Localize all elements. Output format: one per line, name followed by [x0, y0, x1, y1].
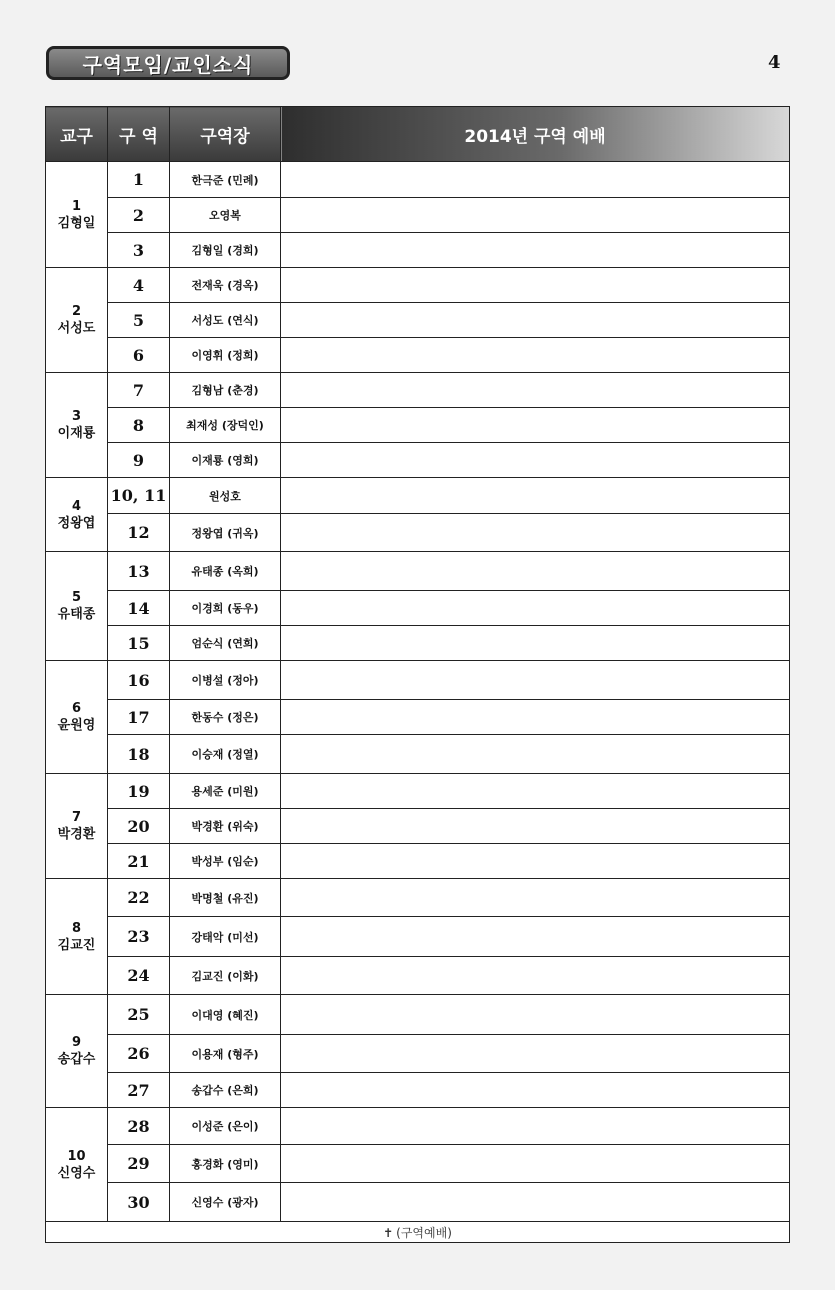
parish-cell — [46, 995, 108, 1108]
district-leader: 이경희 (동우) — [170, 591, 281, 626]
table-row — [46, 700, 790, 735]
worship-note-cell[interactable] — [281, 591, 790, 626]
worship-note-cell[interactable] — [281, 162, 790, 198]
parish-pastor-name: 이재룡 — [57, 426, 96, 441]
parish-number: 7 — [71, 810, 82, 825]
parish-number: 8 — [71, 920, 82, 936]
parish-pastor-name: 송갑수 — [57, 1052, 96, 1067]
table-row — [46, 514, 790, 552]
table-row — [46, 844, 790, 879]
parish-pastor-name: 서성도 — [57, 321, 96, 336]
district-leader: 박경환 (위숙) — [170, 809, 281, 844]
table-row — [46, 1108, 790, 1145]
parish-cell — [46, 552, 108, 661]
cross-icon: ✝ — [383, 1225, 394, 1240]
parish-number: 5 — [71, 590, 82, 605]
table-row — [46, 626, 790, 661]
table-footer-row — [46, 1222, 790, 1243]
district-leader: 송갑수 (은희) — [170, 1073, 281, 1108]
worship-note-cell[interactable] — [281, 303, 790, 338]
district-leader: 엄순식 (연희) — [170, 626, 281, 661]
table-row — [46, 408, 790, 443]
parish-number: 2 — [71, 304, 82, 319]
district-number: 16 — [108, 661, 170, 700]
district-leader: 서성도 (연식) — [170, 303, 281, 338]
parish-pastor-name: 정왕엽 — [57, 515, 96, 531]
worship-note-cell[interactable] — [281, 735, 790, 774]
parish-pastor-name: 김교진 — [57, 937, 96, 953]
worship-note-cell[interactable] — [281, 1035, 790, 1073]
district-leader: 오영복 — [170, 198, 281, 233]
parish-pastor-name: 김형일 — [57, 215, 96, 231]
district-number: 8 — [108, 408, 170, 443]
parish-number: 6 — [71, 701, 82, 716]
district-number: 27 — [108, 1073, 170, 1108]
table-row — [46, 233, 790, 268]
parish-number: 4 — [71, 498, 82, 514]
parish-pastor-name: 윤원영 — [57, 718, 96, 733]
worship-note-cell[interactable] — [281, 478, 790, 514]
table-header-row — [46, 107, 790, 162]
header-district: 구 역 — [108, 107, 170, 162]
district-leader: 이승재 (정열) — [170, 735, 281, 774]
district-number: 25 — [108, 995, 170, 1035]
table-row — [46, 1035, 790, 1073]
district-number: 15 — [108, 626, 170, 661]
parish-cell — [46, 774, 108, 879]
district-number: 4 — [108, 268, 170, 303]
worship-note-cell[interactable] — [281, 661, 790, 700]
parish-cell — [46, 162, 108, 268]
table-row — [46, 917, 790, 957]
district-number: 23 — [108, 917, 170, 957]
parish-cell — [46, 268, 108, 373]
district-leader: 김교진 (이화) — [170, 957, 281, 995]
worship-note-cell[interactable] — [281, 1183, 790, 1222]
table-row — [46, 735, 790, 774]
worship-note-cell[interactable] — [281, 198, 790, 233]
district-leader: 최재성 (장덕인) — [170, 408, 281, 443]
worship-note-cell[interactable] — [281, 443, 790, 478]
table-row — [46, 443, 790, 478]
worship-note-cell[interactable] — [281, 373, 790, 408]
table-row — [46, 198, 790, 233]
district-number: 5 — [108, 303, 170, 338]
district-number: 26 — [108, 1035, 170, 1073]
worship-note-cell[interactable] — [281, 879, 790, 917]
district-leader: 이병설 (정아) — [170, 661, 281, 700]
district-leader: 박성부 (임순) — [170, 844, 281, 879]
parish-cell — [46, 661, 108, 774]
table-row — [46, 162, 790, 198]
table-row — [46, 879, 790, 917]
parish-number: 3 — [71, 409, 82, 424]
table-row — [46, 1145, 790, 1183]
district-leader: 유태종 (옥희) — [170, 552, 281, 591]
footer-label: (구역예배) — [396, 1225, 452, 1240]
district-leader: 이재룡 (영희) — [170, 443, 281, 478]
parish-number: 1 — [71, 198, 82, 214]
district-number: 7 — [108, 373, 170, 408]
worship-note-cell[interactable] — [281, 1108, 790, 1145]
table-row — [46, 552, 790, 591]
district-leader: 전재욱 (경옥) — [170, 268, 281, 303]
district-number: 3 — [108, 233, 170, 268]
table-row — [46, 957, 790, 995]
parish-cell — [46, 478, 108, 552]
parish-cell — [46, 879, 108, 995]
district-number: 20 — [108, 809, 170, 844]
district-number: 2 — [108, 198, 170, 233]
worship-note-cell[interactable] — [281, 774, 790, 809]
section-title: 구역모임/교인소식 — [82, 52, 254, 77]
worship-note-cell[interactable] — [281, 1073, 790, 1108]
table-row — [46, 591, 790, 626]
parish-number: 10 — [67, 1148, 86, 1164]
table-footer — [46, 1222, 790, 1243]
worship-note-cell[interactable] — [281, 995, 790, 1035]
district-number: 30 — [108, 1183, 170, 1222]
district-leader: 정왕엽 (귀옥) — [170, 514, 281, 552]
district-number: 12 — [108, 514, 170, 552]
parish-pastor-name: 박경환 — [57, 827, 96, 842]
district-number: 9 — [108, 443, 170, 478]
table-row — [46, 478, 790, 514]
district-number: 18 — [108, 735, 170, 774]
parish-cell — [46, 373, 108, 478]
table-row — [46, 661, 790, 700]
district-leader: 신영수 (광자) — [170, 1183, 281, 1222]
district-leader: 이대영 (혜진) — [170, 995, 281, 1035]
worship-note-cell[interactable] — [281, 233, 790, 268]
district-leader: 한동수 (정은) — [170, 700, 281, 735]
table-row — [46, 303, 790, 338]
district-number: 14 — [108, 591, 170, 626]
district-worship-table — [45, 106, 790, 1243]
worship-note-cell[interactable] — [281, 514, 790, 552]
district-number: 29 — [108, 1145, 170, 1183]
table-row — [46, 1073, 790, 1108]
table-row — [46, 1183, 790, 1222]
table-row — [46, 774, 790, 809]
district-leader: 김형일 (경희) — [170, 233, 281, 268]
worship-note-cell[interactable] — [281, 268, 790, 303]
table-row — [46, 338, 790, 373]
district-leader: 이용재 (형주) — [170, 1035, 281, 1073]
table-row — [46, 995, 790, 1035]
worship-note-cell[interactable] — [281, 700, 790, 735]
district-leader: 홍경화 (영미) — [170, 1145, 281, 1183]
parish-cell — [46, 1108, 108, 1222]
district-leader: 원성호 — [170, 478, 281, 514]
worship-note-cell[interactable] — [281, 809, 790, 844]
district-leader: 이성준 (은이) — [170, 1108, 281, 1145]
header-leader: 구역장 — [170, 107, 281, 162]
table-row — [46, 809, 790, 844]
district-leader: 이영휘 (정희) — [170, 338, 281, 373]
worship-note-cell[interactable] — [281, 338, 790, 373]
parish-pastor-name: 신영수 — [57, 1165, 96, 1181]
table-row — [46, 268, 790, 303]
district-leader: 용세준 (미원) — [170, 774, 281, 809]
parish-pastor-name: 유태종 — [57, 607, 96, 622]
worship-note-cell[interactable] — [281, 844, 790, 879]
header-worship: 2014년 구역 예배 — [281, 107, 790, 162]
district-number: 10, 11 — [108, 478, 170, 514]
district-number: 28 — [108, 1108, 170, 1145]
district-leader: 박명철 (유진) — [170, 879, 281, 917]
worship-note-cell[interactable] — [281, 917, 790, 957]
header-parish: 교구 — [46, 107, 108, 162]
district-number: 6 — [108, 338, 170, 373]
worship-note-cell[interactable] — [281, 626, 790, 661]
parish-number: 9 — [71, 1035, 82, 1050]
district-number: 1 — [108, 162, 170, 198]
district-number: 13 — [108, 552, 170, 591]
district-leader: 강태악 (미선) — [170, 917, 281, 957]
district-number: 19 — [108, 774, 170, 809]
district-number: 17 — [108, 700, 170, 735]
worship-note-cell[interactable] — [281, 1145, 790, 1183]
worship-note-cell[interactable] — [281, 408, 790, 443]
worship-note-cell[interactable] — [281, 957, 790, 995]
worship-note-cell[interactable] — [281, 552, 790, 591]
district-number: 24 — [108, 957, 170, 995]
district-leader: 한극준 (민례) — [170, 162, 281, 198]
district-number: 21 — [108, 844, 170, 879]
district-number: 22 — [108, 879, 170, 917]
table-row — [46, 373, 790, 408]
page-number: 4 — [768, 52, 781, 73]
district-leader: 김형남 (춘경) — [170, 373, 281, 408]
section-title-box — [46, 46, 290, 80]
